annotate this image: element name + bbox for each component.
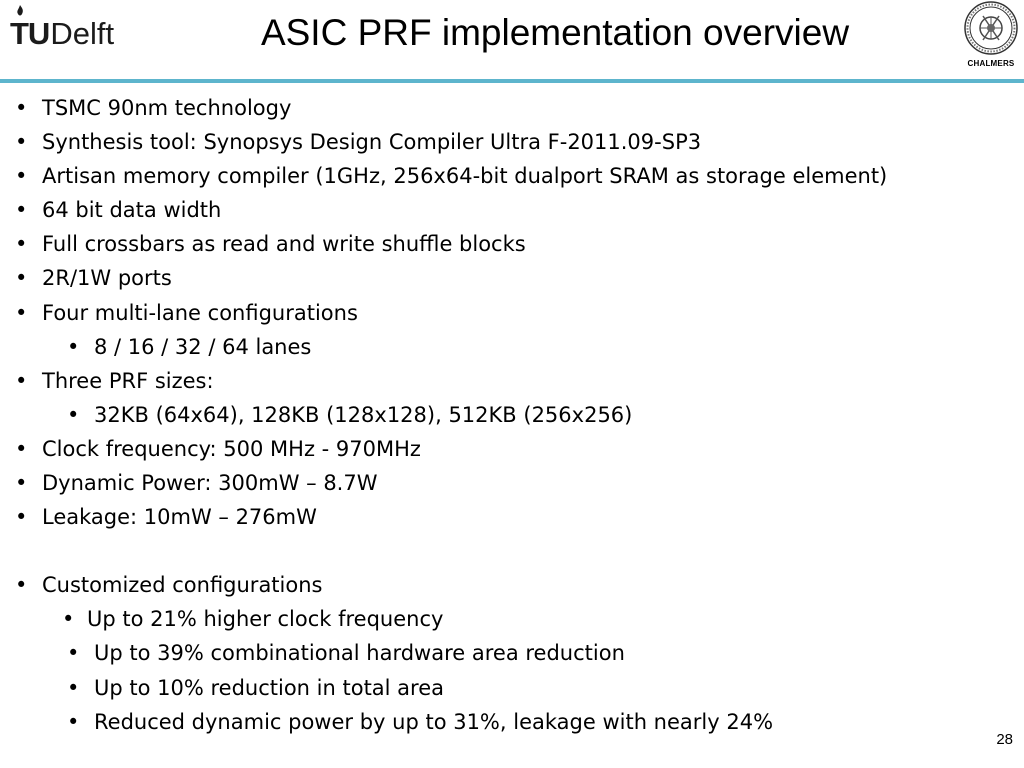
list-spacer <box>0 534 1024 568</box>
list-item <box>0 91 1024 125</box>
tudelft-flame-icon <box>15 5 25 17</box>
bullet-icon: • <box>67 641 80 666</box>
list-item <box>0 466 1024 500</box>
list-item-text: Customized configurations <box>42 573 323 598</box>
sub-list-item <box>0 636 1024 670</box>
bullet-icon: • <box>15 198 28 223</box>
bullet-icon: • <box>15 573 28 598</box>
chalmers-wordmark: CHALMERS <box>967 59 1015 68</box>
bullet-icon: • <box>67 675 80 700</box>
bullet-icon: • <box>15 130 28 155</box>
sub-list-item-text: Reduced dynamic power by up to 31%, leakage with nearly 24% <box>94 709 774 734</box>
list-item <box>0 296 1024 330</box>
header-divider <box>0 79 1024 83</box>
sub-list-item-text: Up to 39% combinational hardware area reduction <box>94 641 625 666</box>
sub-list-item <box>0 671 1024 705</box>
list-item <box>0 432 1024 466</box>
bullet-icon: • <box>15 505 28 530</box>
slide-header <box>0 0 1024 80</box>
tudelft-logo-tu: TU <box>10 16 50 51</box>
bullet-icon: • <box>15 300 28 325</box>
page-number: 28 <box>996 731 1013 748</box>
slide-title: ASIC PRF implementation overview <box>260 12 850 53</box>
list-item <box>0 193 1024 227</box>
list-item-text: Artisan memory compiler (1GHz, 256x64-bit dualport SRAM as storage element) <box>42 164 888 189</box>
sub-list-item-text: Up to 10% reduction in total area <box>94 675 445 700</box>
list-item <box>0 500 1024 534</box>
list-item-text: Dynamic Power: 300mW – 8.7W <box>42 471 378 496</box>
chalmers-logo <box>958 0 1024 72</box>
bullet-icon: • <box>15 96 28 120</box>
sub-list-item-text: 8 / 16 / 32 / 64 lanes <box>94 334 312 359</box>
list-item <box>0 261 1024 295</box>
sub-list-item <box>0 330 1024 364</box>
bullet-icon: • <box>15 164 28 189</box>
list-item <box>0 568 1024 602</box>
list-item-text: Synthesis tool: Synopsys Design Compiler Ultra F-2011.09-SP3 <box>42 130 702 155</box>
list-item-text: Full crossbars as read and write shuffle blocks <box>42 232 526 257</box>
bullet-icon: • <box>15 232 28 257</box>
sub-list-item-text: 32KB (64x64), 128KB (128x128), 512KB (256x256) <box>94 402 633 427</box>
list-item-text: Four multi-lane configurations <box>42 300 358 325</box>
list-item <box>0 159 1024 193</box>
bullet-icon: • <box>67 709 80 734</box>
list-item-text: 2R/1W ports <box>42 266 172 291</box>
sub-list-item <box>0 398 1024 432</box>
list-item-text: Clock frequency: 500 MHz - 970MHz <box>42 436 421 461</box>
sub-list-item <box>0 602 1024 636</box>
bullet-icon: • <box>15 471 28 496</box>
list-item-text: 64 bit data width <box>42 198 222 223</box>
list-item <box>0 364 1024 398</box>
bullet-icon: • <box>67 334 80 359</box>
list-item <box>0 125 1024 159</box>
tudelft-logo <box>10 14 114 54</box>
chalmers-seal-icon <box>963 0 1019 56</box>
sub-list-item <box>0 705 1024 739</box>
bullet-icon: • <box>15 266 28 291</box>
list-item <box>0 227 1024 261</box>
list-item-text: Leakage: 10mW – 276mW <box>42 505 317 530</box>
bullet-list <box>0 91 1024 739</box>
bullet-icon: • <box>15 368 28 393</box>
tudelft-logo-delft: Delft <box>50 16 115 51</box>
list-item-text: TSMC 90nm technology <box>42 96 292 120</box>
bullet-icon: • <box>15 436 28 461</box>
bullet-icon: • <box>62 607 75 632</box>
list-item-text: Three PRF sizes: <box>42 368 214 393</box>
bullet-icon: • <box>67 402 80 427</box>
sub-list-item-text: Up to 21% higher clock frequency <box>87 607 444 632</box>
